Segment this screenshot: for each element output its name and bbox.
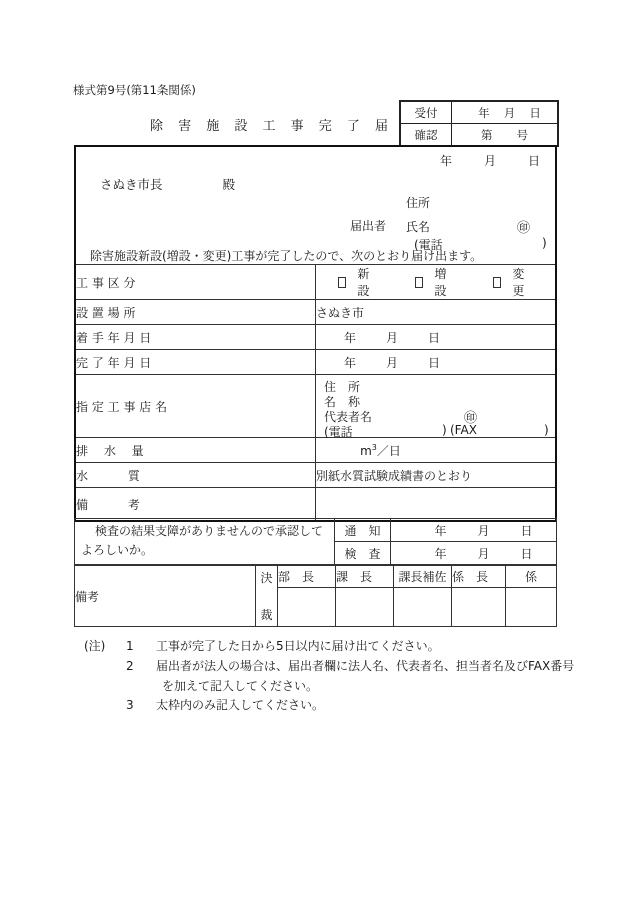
note-marker-spacer-2 — [84, 657, 126, 677]
receipt-number-cell[interactable] — [452, 124, 558, 146]
submitter-name-label: 氏名 — [406, 220, 431, 234]
label-inspect: 検 査 — [335, 542, 391, 565]
contractor-fax-label: (FAX — [450, 423, 477, 437]
row-start-date — [76, 325, 555, 350]
receipt-row-uketsuke — [401, 102, 558, 124]
contractor-name-label: 名 称 — [324, 395, 361, 409]
approval-stamp-kakari[interactable] — [506, 588, 557, 627]
contractor-tel-label: (電話 — [324, 425, 353, 439]
approval-col-kachohosa: 課長補佐 — [394, 566, 452, 588]
receipt-date-cell[interactable] — [452, 102, 558, 124]
receipt-row-kakunin — [401, 124, 558, 146]
approval-stamp-kachohosa[interactable] — [394, 588, 452, 627]
contractor-seal-icon: ㊞ — [464, 411, 478, 426]
addressee — [100, 175, 235, 193]
checkbox-box-zousetsu[interactable] — [415, 277, 423, 288]
label-quality: 水 質 — [76, 463, 316, 488]
contractor-address-label: 住 所 — [324, 380, 361, 394]
label-remarks: 備 考 — [76, 488, 316, 521]
row-remarks — [76, 488, 555, 521]
mayor-title: さぬき市長 — [100, 177, 163, 192]
notice-month: 月 — [477, 523, 490, 538]
checkbox-label-shinsetsu: 新 設 — [357, 267, 398, 298]
label-drainage: 排 水 量 — [76, 438, 316, 463]
drainage-unit-base: m — [360, 443, 372, 458]
label-contractor: 指 定 工 事 店 名 — [76, 375, 316, 438]
approval-block — [74, 565, 557, 627]
approval-col-kacho: 課 長 — [336, 566, 394, 588]
approval-remarks-label: 備考 — [75, 589, 100, 604]
start-year: 年 — [344, 330, 357, 345]
label-work-category: 工 事 区 分 — [76, 265, 316, 300]
receipt-month: 月 — [503, 105, 516, 120]
contractor-tel-close: ) — [442, 423, 447, 437]
value-quality[interactable]: 別紙水質試験成績書のとおり — [316, 463, 556, 488]
note-number-2: 2 — [126, 658, 134, 673]
submitter-label: 届出者 — [350, 219, 387, 233]
submitter-address-label: 住所 — [406, 196, 431, 210]
checkbox-box-henkou[interactable] — [493, 277, 501, 288]
row-end-date — [76, 350, 555, 375]
label-start-date: 着 手 年 月 日 — [76, 325, 316, 350]
note-number-1: 1 — [126, 639, 134, 653]
receipt-day: 日 — [529, 105, 541, 120]
value-notice-date[interactable] — [391, 519, 557, 542]
declaration-statement: 除害施設新設(増設・変更)工事が完了したので、次のとおり届け出ます。 — [90, 249, 483, 263]
note-item-2 — [84, 657, 584, 677]
form-code-label: 様式第9号(第11条関係) — [73, 83, 196, 97]
checkbox-henkou[interactable] — [493, 265, 555, 299]
inspection-approval-table — [74, 518, 557, 627]
contractor-fax-close: ) — [544, 423, 549, 437]
value-drainage[interactable] — [316, 438, 556, 463]
notice-day: 日 — [520, 523, 533, 538]
kessai-char-bottom: 裁 — [260, 608, 273, 622]
approval-col-kakari: 係 — [506, 566, 557, 588]
approval-remarks-cell[interactable] — [75, 566, 256, 627]
approval-stamp-bucho[interactable] — [278, 588, 336, 627]
checkbox-shinsetsu[interactable] — [338, 265, 400, 299]
approval-stamp-kacho[interactable] — [336, 588, 394, 627]
receipt-no-prefix: 第 — [481, 127, 493, 142]
salutation-row — [76, 147, 555, 265]
row-quality — [76, 463, 555, 488]
inspect-year: 年 — [434, 546, 447, 561]
row-work-category — [76, 265, 555, 300]
row-contractor — [76, 375, 555, 438]
drainage-unit-rest: ／日 — [376, 443, 401, 458]
kessai-char-top: 決 — [260, 571, 273, 585]
note-marker-spacer-3 — [84, 696, 126, 716]
page-title: 除 害 施 設 工 事 完 了 届 — [150, 119, 394, 134]
receipt-no-suffix: 号 — [516, 127, 528, 142]
start-day: 日 — [428, 330, 441, 345]
approval-col-bucho: 部 長 — [278, 566, 336, 588]
checkbox-zousetsu[interactable] — [415, 265, 477, 299]
approval-header-row — [75, 566, 557, 588]
submission-date[interactable] — [440, 152, 540, 169]
end-year: 年 — [344, 355, 357, 370]
inspection-statement-cell — [75, 519, 335, 565]
receipt-year: 年 — [478, 105, 490, 120]
label-notice: 通 知 — [335, 519, 391, 542]
note-item-1 — [84, 637, 584, 657]
approval-col-kakaricho: 係 長 — [452, 566, 506, 588]
checkbox-box-shinsetsu[interactable] — [338, 277, 346, 288]
start-month: 月 — [386, 330, 399, 345]
notes-marker: (注) — [84, 639, 106, 653]
seal-icon: ㊞ — [517, 221, 531, 236]
value-end-date[interactable] — [316, 350, 556, 375]
inspect-day: 日 — [520, 546, 533, 561]
note-item-3 — [84, 696, 584, 716]
label-end-date: 完 了 年 月 日 — [76, 350, 316, 375]
main-form-table — [74, 145, 557, 522]
salutation-cell — [76, 147, 555, 265]
note-text-3: 太枠内のみ記入してください。 — [156, 698, 325, 713]
inspect-month: 月 — [477, 546, 490, 561]
receipt-label-uketsuke: 受付 — [401, 102, 452, 124]
notes-section — [84, 637, 584, 716]
submitter-tel-label: (電話 — [414, 238, 443, 252]
submission-year: 年 — [440, 154, 453, 168]
checkbox-label-henkou: 変 更 — [512, 267, 553, 298]
value-start-date[interactable] — [316, 325, 556, 350]
submission-day: 日 — [527, 154, 540, 168]
inspection-statement-line2: よろしいか。 — [81, 543, 154, 557]
drainage-unit — [316, 442, 555, 459]
drainage-unit-exponent: 3 — [371, 442, 377, 452]
notice-year: 年 — [434, 523, 447, 538]
label-location: 設 置 場 所 — [76, 300, 316, 325]
submission-month: 月 — [483, 154, 496, 168]
row-location — [76, 300, 555, 325]
row-inspection-notice — [75, 519, 557, 542]
value-location[interactable]: さぬき市 — [316, 300, 556, 325]
submitter-tel-close: ) — [542, 236, 547, 250]
receipt-label-kakunin: 確認 — [401, 124, 452, 146]
end-day: 日 — [428, 355, 441, 370]
value-contractor[interactable] — [316, 375, 556, 438]
note-text-2-continued: を加えて記入してください。 — [162, 678, 319, 693]
kessai-label-cell — [256, 566, 278, 627]
row-drainage — [76, 438, 555, 463]
note-number-3: 3 — [126, 698, 134, 713]
value-work-category — [316, 265, 556, 300]
checkbox-label-zousetsu: 増 設 — [434, 267, 475, 298]
value-remarks[interactable] — [316, 488, 556, 521]
approval-stamp-kakaricho[interactable] — [452, 588, 506, 627]
honorific-dono: 殿 — [222, 177, 236, 192]
value-inspect-date[interactable] — [391, 542, 557, 565]
contractor-rep-label: 代表者名 — [324, 410, 373, 424]
receipt-box — [399, 100, 559, 147]
note-text-1: 工事が完了した日から5日以内に届け出てください。 — [156, 639, 440, 653]
end-month: 月 — [386, 355, 399, 370]
inspection-statement-line1: 検査の結果支障がありませんので承認して — [95, 524, 324, 539]
note-text-2: 届出者が法人の場合は、届出者欄に法人名、代表者名、担当者名及びFAX番号 — [156, 658, 575, 673]
